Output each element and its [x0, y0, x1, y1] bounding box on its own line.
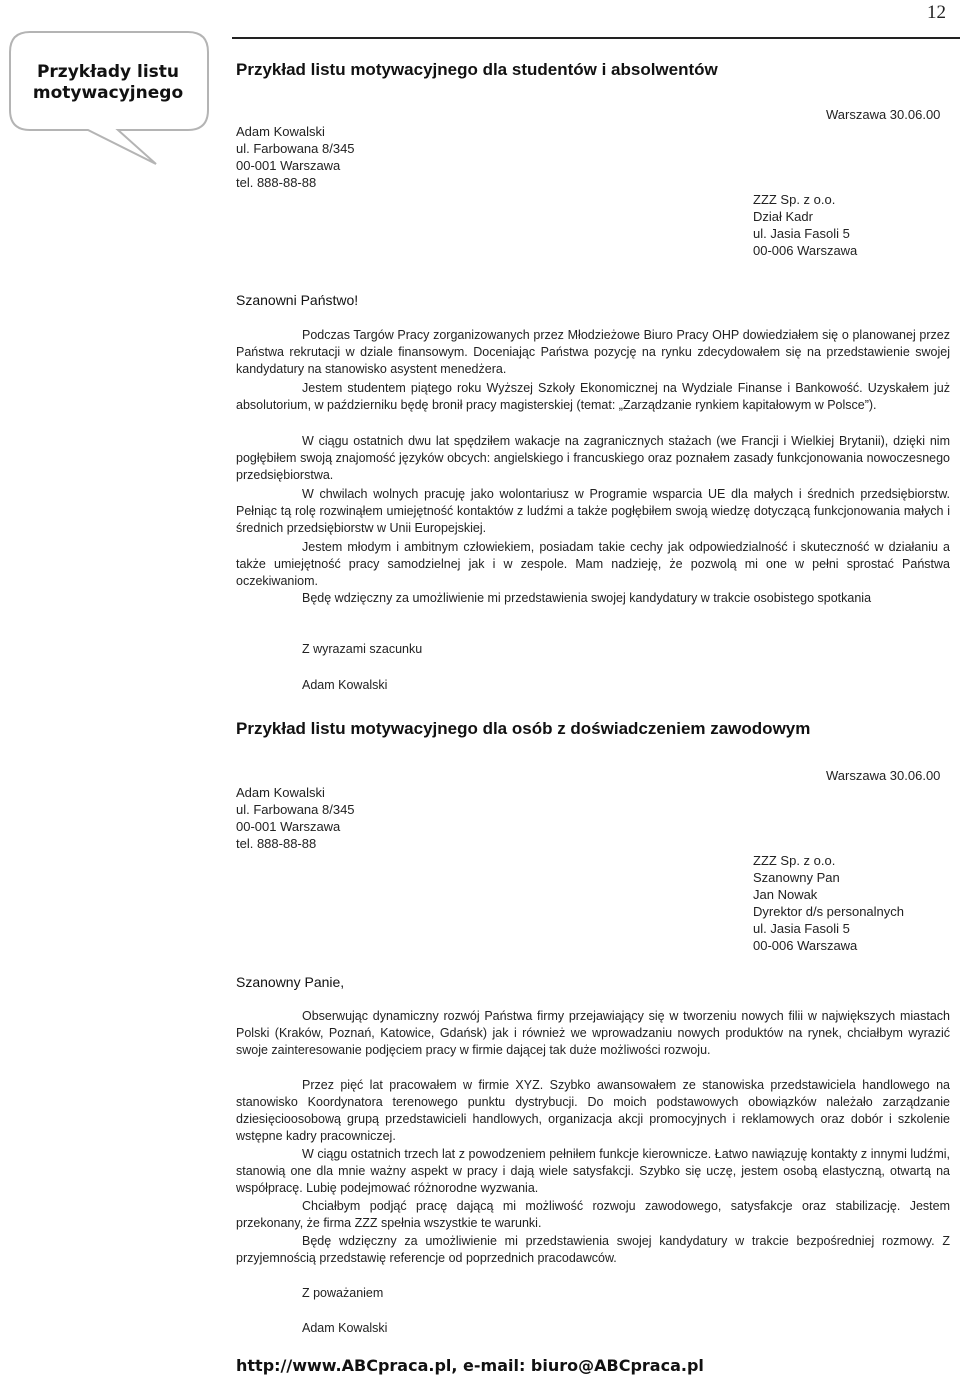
page-number: 12: [927, 2, 946, 23]
recipient-company: ZZZ Sp. z o.o.: [753, 853, 836, 868]
recipient-street: ul. Jasia Fasoli 5: [753, 226, 850, 241]
sender-street: ul. Farbowana 8/345: [236, 141, 355, 156]
section2-date: Warszawa 30.06.00: [826, 768, 941, 783]
sender-street: ul. Farbowana 8/345: [236, 802, 355, 817]
section1-paragraph: [236, 380, 950, 414]
paragraph-text: W ciągu ostatnich dwu lat spędziłem wakacje na zagranicznych stażach (we Francji i Wielkiej Brytanii), dzięki nim pogłębiłem swoją znajomość języków obcych: angielskiego i francuskiego oraz poznałem zasady funkcjonowania nowoczesnego przedsiębiorstwa.: [236, 434, 950, 482]
section1-paragraph: [236, 327, 950, 378]
recipient-city: 00-006 Warszawa: [753, 938, 858, 953]
paragraph-text: Obserwując dynamiczny rozwój Państwa firmy przejawiający się w tworzeniu nowych filii w największych miastach Polski (Kraków, Poznań, Katowice, Gdańsk) jak i również we wprowadzaniu nowych produktów na rynek, chciałbym wyrazić swoje zainteresowanie podjęciem pracy w firmie dającej tak duże możliwości rozwoju.: [236, 1009, 950, 1057]
bubble-line-2: motywacyjnego: [32, 83, 184, 103]
sender-city: 00-001 Warszawa: [236, 819, 341, 834]
sender-name: Adam Kowalski: [236, 785, 325, 800]
recipient-name: Jan Nowak: [753, 887, 818, 902]
bubble-line-1: Przykłady listu: [36, 62, 180, 82]
paragraph-text: W chwilach wolnych pracuję jako wolontariusz w Programie wsparcia UE dla małych i średnich przedsiębiorstw. Pełniąc tą rolę rozwinąłem umiejętność kontaktów z ludźmi a także pogłębiłem swoją wiedzę dotyczącą funkcjonowania małych i średnich przedsiębiorstw w Unii Europejskiej.: [236, 487, 950, 535]
speech-bubble: [8, 30, 208, 130]
footer-contact: http://www.ABCpraca.pl, e-mail: biuro@ABCpraca.pl: [236, 1356, 704, 1375]
section1-paragraph: [236, 433, 950, 484]
sender-city: 00-001 Warszawa: [236, 158, 341, 173]
paragraph-text: Jestem studentem piątego roku Wyższej Szkoły Ekonomicznej na Wydziale Finanse i Bankowość. Uzyskałem już absolutorium, w październiku będę bronił pracy magisterskiej (temat: „Zarządzanie rynkiem kapitałowym w Polsce”).: [236, 381, 950, 412]
page-header-rule: [232, 0, 960, 39]
section1-closing: Z wyrazami szacunku: [302, 642, 423, 656]
section2-recipient: [753, 852, 904, 954]
paragraph-text: Podczas Targów Pracy zorganizowanych przez Młodzieżowe Biuro Pracy OHP dowiedziałem się o planowanej przez Państwa rekrutacji w dziale finansowym. Doceniając Państwa pozycję na rynku zdecydowałem się na przedstawienie swojej kandydatury na stanowisko asystent menedżera.: [236, 328, 950, 376]
sender-name: Adam Kowalski: [236, 124, 325, 139]
section2-signature: Adam Kowalski: [302, 1321, 388, 1335]
recipient-company: ZZZ Sp. z o.o.: [753, 192, 836, 207]
section1-paragraph: [236, 486, 950, 537]
sender-phone: tel. 888-88-88: [236, 175, 317, 190]
section1-date: Warszawa 30.06.00: [826, 107, 941, 122]
section2-sender: [236, 784, 355, 852]
section2-paragraph: [236, 1198, 950, 1232]
recipient-position: Dyrektor d/s personalnych: [753, 904, 905, 919]
recipient-salutation-line: Szanowny Pan: [753, 870, 840, 885]
section1-sender: [236, 123, 355, 191]
section2-paragraph: [236, 1146, 950, 1197]
paragraph-text: Przez pięć lat pracowałem w firmie XYZ. Szybko awansowałem ze stanowiska przedstawiciela handlowego na stanowisko Koordynatora terenowego punktu dystrybucji. Do moich podstawowych obowiązków należało zarządzanie dziesięcioosobową grupą przedstawicieli handlowych, organizacja akcji promocyjnych i reklamowych oraz dobór i szkolenie wstępne kadry pracowniczej.: [236, 1078, 950, 1143]
speech-bubble-text: [8, 62, 208, 104]
paragraph-text: Chciałbym podjąć pracę dającą mi możliwość rozwoju zawodowego, satysfakcje oraz stabilizację. Jestem przekonany, że firma ZZZ spełnia wszystkie te warunki.: [236, 1199, 950, 1230]
section1-paragraph: [236, 590, 950, 607]
section2-closing: Z poważaniem: [302, 1286, 384, 1300]
section2-paragraph: [236, 1008, 950, 1059]
section2-paragraph: [236, 1233, 950, 1267]
section1-title: Przykład listu motywacyjnego dla studentów i absolwentów: [236, 60, 718, 79]
paragraph-text: W ciągu ostatnich trzech lat z powodzeniem pełniłem funkcje kierownicze. Łatwo nawiązuję kontakty z innymi ludźmi, stanowią one dla mnie ważny aspekt w pracy i dają wiele satysfakcji. Szybko się uczę, jestem osobą elastyczną, otwartą na współpracę. Lubię podejmować różnorodne wyzwania.: [236, 1147, 950, 1195]
recipient-street: ul. Jasia Fasoli 5: [753, 921, 850, 936]
section1-signature: Adam Kowalski: [302, 678, 388, 692]
section2-paragraph: [236, 1077, 950, 1145]
sender-phone: tel. 888-88-88: [236, 836, 317, 851]
section1-salutation: Szanowni Państwo!: [236, 292, 359, 308]
recipient-city: 00-006 Warszawa: [753, 243, 858, 258]
paragraph-text: Będę wdzięczny za umożliwienie mi przedstawienia swojej kandydatury w trakcie osobistego spotkania: [302, 591, 872, 605]
recipient-department: Dział Kadr: [753, 209, 813, 224]
paragraph-text: Jestem młodym i ambitnym człowiekiem, posiadam takie cechy jak odpowiedzialność i skuteczność w działaniu a także umiejętność pracy samodzielnej jak i w zespole. Mam nadzieję, że pozwolą mi one w pełni sprostać Państwa oczekiwaniom.: [236, 540, 950, 588]
section1-recipient: [753, 191, 857, 259]
section2-title: Przykład listu motywacyjnego dla osób z doświadczeniem zawodowym: [236, 719, 811, 738]
section1-paragraph: [236, 539, 950, 590]
section2-salutation: Szanowny Panie,: [236, 974, 345, 990]
paragraph-text: Będę wdzięczny za umożliwienie mi przedstawienia swojej kandydatury w trakcie bezpośredniej rozmowy. Z przyjemnością przedstawię referencje od poprzednich pracodawców.: [236, 1234, 950, 1265]
